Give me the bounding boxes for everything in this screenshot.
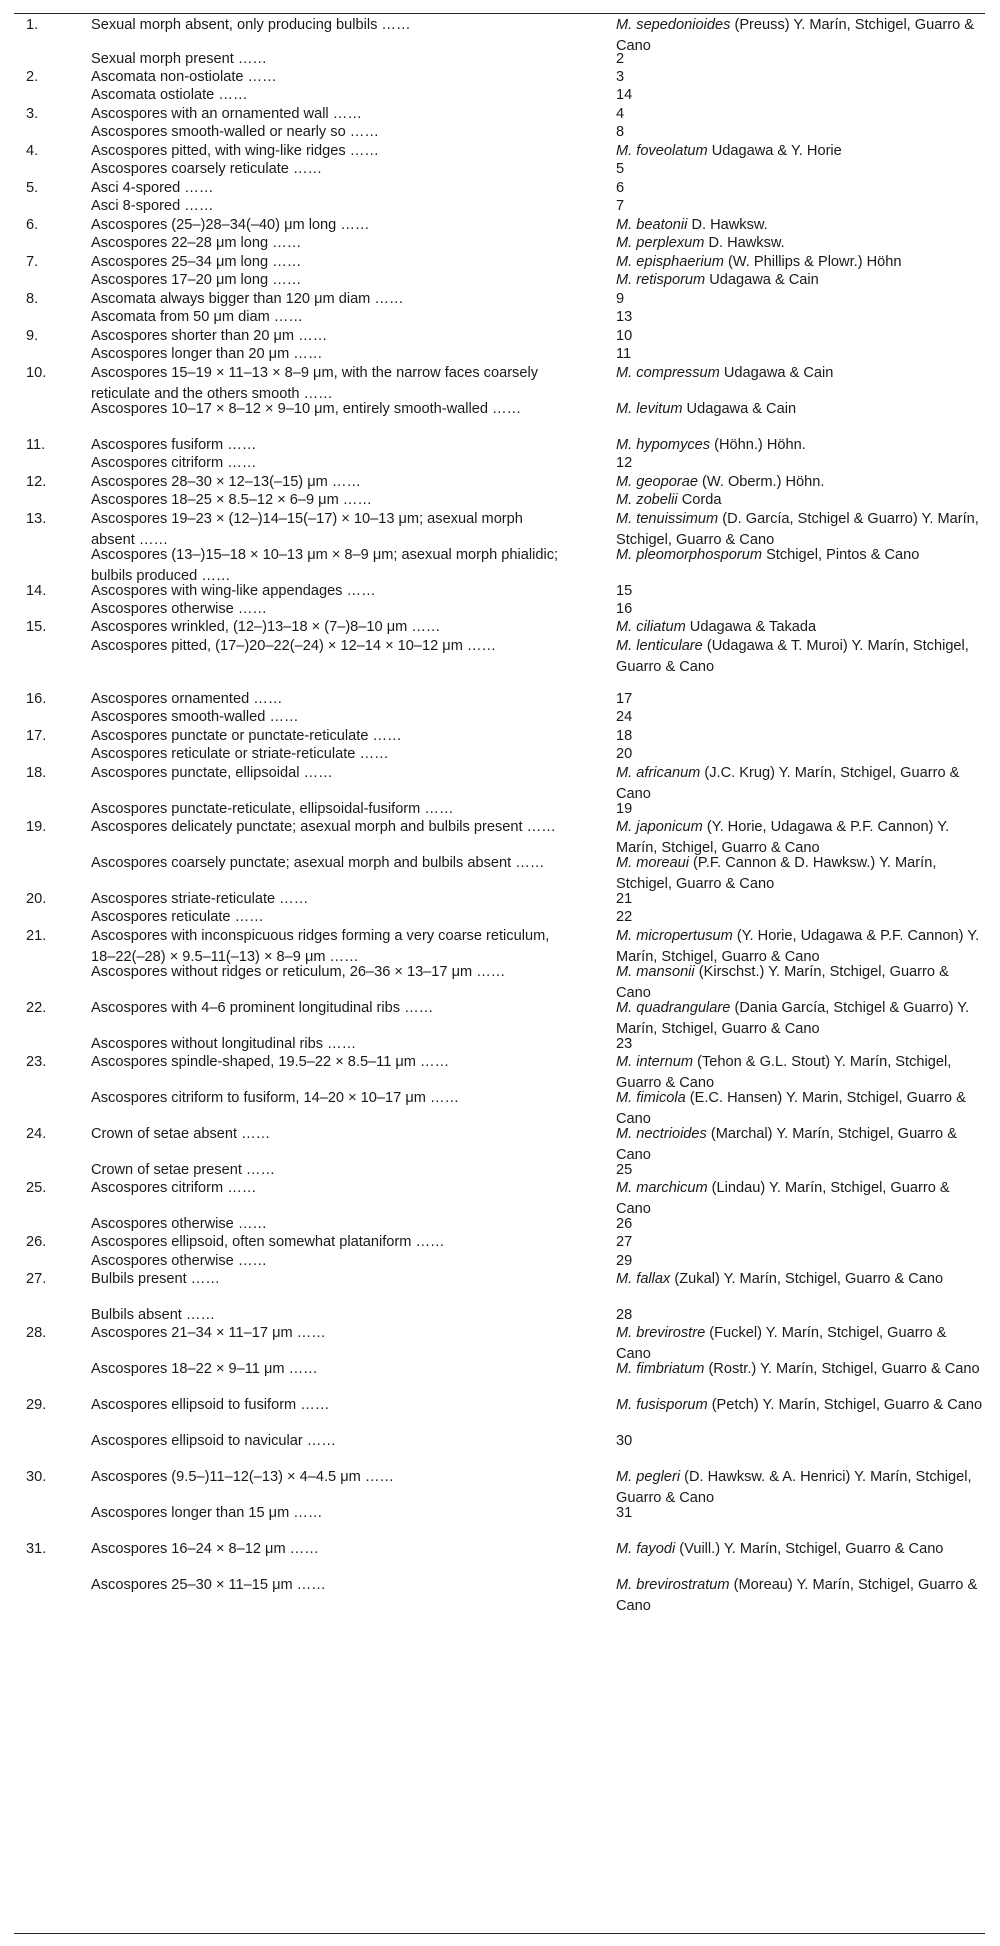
couplet-result bbox=[616, 636, 984, 678]
couplet-result bbox=[616, 1359, 984, 1380]
couplet-result bbox=[616, 122, 984, 143]
couplet-number: 20. bbox=[26, 891, 47, 907]
couplet-description: Ascospores with wing-like appendages …… bbox=[91, 583, 376, 599]
couplet-number: 6. bbox=[26, 217, 39, 233]
couplet-result bbox=[616, 617, 984, 638]
lead-reference: 9 bbox=[616, 291, 625, 307]
taxon-authority: Udagawa & Cain bbox=[719, 365, 834, 381]
couplet-description: Ascospores 10–17 × 8–12 × 9–10 μm, entirely smooth-walled …… bbox=[91, 401, 522, 417]
couplet-result bbox=[616, 707, 984, 728]
couplet-number: 30. bbox=[26, 1469, 47, 1485]
taxon-authority: (D. García, Stchigel & Guarro) Y. Marín, Stchigel, Guarro & Cano bbox=[616, 511, 979, 548]
couplet-description: Asci 4-spored …… bbox=[91, 180, 214, 196]
couplet-description: Ascospores punctate-reticulate, ellipsoidal-fusiform …… bbox=[91, 801, 454, 817]
taxon-authority: (Fuckel) Y. Marín, Stchigel, Guarro & Cano bbox=[616, 1325, 947, 1362]
couplet-description: Ascospores 21–34 × 11–17 μm …… bbox=[91, 1325, 326, 1341]
lead-reference: 8 bbox=[616, 124, 625, 140]
couplet-result bbox=[616, 1539, 984, 1560]
couplet-description: Ascospores reticulate or striate-reticulate …… bbox=[91, 746, 389, 762]
couplet-description: Ascospores 17–20 μm long …… bbox=[91, 272, 302, 288]
lead-reference: 19 bbox=[616, 801, 633, 817]
taxon-name: M. internum bbox=[616, 1054, 694, 1070]
taxon-name: M. brevirostre bbox=[616, 1325, 706, 1341]
taxon-authority: (J.C. Krug) Y. Marín, Stchigel, Guarro & Cano bbox=[616, 765, 960, 802]
lead-reference: 27 bbox=[616, 1234, 633, 1250]
lead-reference: 28 bbox=[616, 1307, 633, 1323]
taxon-name: M. africanum bbox=[616, 765, 701, 781]
taxon-authority: (Petch) Y. Marín, Stchigel, Guarro & Cano bbox=[707, 1397, 983, 1413]
couplet-number: 18. bbox=[26, 765, 47, 781]
taxon-authority: (E.C. Hansen) Y. Marin, Stchigel, Guarro & Cano bbox=[616, 1090, 966, 1127]
lead-reference: 24 bbox=[616, 709, 633, 725]
taxon-authority: (Tehon & G.L. Stout) Y. Marín, Stchigel, Guarro & Cano bbox=[616, 1054, 952, 1091]
couplet-description: Sexual morph absent, only producing bulbils …… bbox=[91, 17, 411, 33]
couplet-description: Ascospores otherwise …… bbox=[91, 601, 268, 617]
couplet-number: 11. bbox=[26, 437, 46, 453]
couplet-result bbox=[616, 907, 984, 928]
taxon-name: M. perplexum bbox=[616, 235, 705, 251]
couplet-number: 10. bbox=[26, 365, 47, 381]
couplet-description: Ascospores 25–30 × 11–15 μm …… bbox=[91, 1577, 326, 1593]
lead-reference: 22 bbox=[616, 909, 633, 925]
couplet-description: Ascospores smooth-walled or nearly so …… bbox=[91, 124, 379, 140]
couplet-description: Ascospores fusiform …… bbox=[91, 437, 257, 453]
couplet-description: Ascospores coarsely reticulate …… bbox=[91, 161, 323, 177]
couplet-description: Ascospores spindle-shaped, 19.5–22 × 8.5–11 μm …… bbox=[91, 1054, 450, 1070]
couplet-description: Ascomata from 50 μm diam …… bbox=[91, 309, 303, 325]
taxon-name: M. pegleri bbox=[616, 1469, 681, 1485]
couplet-number: 2. bbox=[26, 69, 39, 85]
taxon-name: M. moreaui bbox=[616, 855, 689, 871]
taxon-name: M. tenuissimum bbox=[616, 511, 719, 527]
couplet-description: Crown of setae present …… bbox=[91, 1162, 276, 1178]
couplet-description: Ascospores reticulate …… bbox=[91, 909, 264, 925]
couplet-description: Ascospores with an ornamented wall …… bbox=[91, 106, 362, 122]
taxon-name: M. brevirostratum bbox=[616, 1577, 730, 1593]
couplet-result bbox=[616, 159, 984, 180]
couplet-description: Ascospores ellipsoid, often somewhat plataniform …… bbox=[91, 1234, 445, 1250]
couplet-description: Ascospores coarsely punctate; asexual morph and bulbils absent …… bbox=[91, 855, 545, 871]
couplet-description: Ascospores ellipsoid to navicular …… bbox=[91, 1433, 336, 1449]
taxon-name: M. beatonii bbox=[616, 217, 688, 233]
lead-reference: 5 bbox=[616, 161, 625, 177]
lead-reference: 2 bbox=[616, 51, 625, 67]
taxon-authority: (Lindau) Y. Marín, Stchigel, Guarro & Cano bbox=[616, 1180, 950, 1217]
couplet-number: 4. bbox=[26, 143, 39, 159]
taxon-authority: Stchigel, Pintos & Cano bbox=[762, 547, 920, 563]
taxon-authority: (Y. Horie, Udagawa & P.F. Cannon) Y. Marín, Stchigel, Guarro & Cano bbox=[616, 928, 980, 965]
taxon-authority: Udagawa & Y. Horie bbox=[707, 143, 842, 159]
lead-reference: 31 bbox=[616, 1505, 633, 1521]
couplet-description: Sexual morph present …… bbox=[91, 51, 268, 67]
couplet-result bbox=[616, 307, 984, 328]
couplet-description: Ascospores pitted, with wing-like ridges …… bbox=[91, 143, 379, 159]
taxon-authority: Udagawa & Takada bbox=[685, 619, 817, 635]
taxon-name: M. episphaerium bbox=[616, 254, 724, 270]
taxon-authority: Corda bbox=[677, 492, 722, 508]
taxon-authority: (Moreau) Y. Marín, Stchigel, Guarro & Cano bbox=[616, 1577, 978, 1614]
couplet-number: 7. bbox=[26, 254, 39, 270]
couplet-number: 21. bbox=[26, 928, 47, 944]
couplet-description: Ascospores delicately punctate; asexual morph and bulbils present …… bbox=[91, 819, 556, 835]
couplet-description: Ascospores 28–30 × 12–13(–15) μm …… bbox=[91, 474, 362, 490]
taxon-name: M. mansonii bbox=[616, 964, 695, 980]
couplet-description: Ascospores 18–25 × 8.5–12 × 6–9 μm …… bbox=[91, 492, 372, 508]
taxon-name: M. lenticulare bbox=[616, 638, 703, 654]
couplet-description: Ascomata ostiolate …… bbox=[91, 87, 248, 103]
couplet-description: Bulbils absent …… bbox=[91, 1307, 216, 1323]
couplet-result bbox=[616, 270, 984, 291]
couplet-result bbox=[616, 490, 984, 511]
taxon-authority: (Vuill.) Y. Marín, Stchigel, Guarro & Cano bbox=[675, 1541, 944, 1557]
couplet-number: 31. bbox=[26, 1541, 47, 1557]
taxon-authority: (Kirschst.) Y. Marín, Stchigel, Guarro & Cano bbox=[616, 964, 949, 1001]
taxon-authority: (Zukal) Y. Marín, Stchigel, Guarro & Cano bbox=[670, 1271, 944, 1287]
lead-reference: 15 bbox=[616, 583, 633, 599]
couplet-number: 24. bbox=[26, 1126, 47, 1142]
couplet-result bbox=[616, 1575, 984, 1617]
couplet-number: 26. bbox=[26, 1234, 47, 1250]
taxon-name: M. micropertusum bbox=[616, 928, 733, 944]
couplet-number: 5. bbox=[26, 180, 39, 196]
taxon-name: M. retisporum bbox=[616, 272, 706, 288]
lead-reference: 10 bbox=[616, 328, 633, 344]
couplet-description: Ascospores pitted, (17–)20–22(–24) × 12–14 × 10–12 μm …… bbox=[91, 638, 497, 654]
bottom-rule bbox=[14, 1933, 985, 1934]
couplet-description: Ascospores citriform …… bbox=[91, 455, 257, 471]
couplet-number: 9. bbox=[26, 328, 39, 344]
couplet-number: 8. bbox=[26, 291, 39, 307]
taxon-name: M. levitum bbox=[616, 401, 683, 417]
taxon-name: M. fimicola bbox=[616, 1090, 686, 1106]
taxon-authority: (Dania García, Stchigel & Guarro) Y. Marín, Stchigel, Guarro & Cano bbox=[616, 1000, 970, 1037]
couplet-result bbox=[616, 363, 984, 384]
couplet-number: 25. bbox=[26, 1180, 47, 1196]
couplet-description: Ascospores (13–)15–18 × 10–13 μm × 8–9 μm; asexual morph phialidic; bulbils produced …… bbox=[91, 547, 559, 584]
lead-reference: 25 bbox=[616, 1162, 633, 1178]
lead-reference: 20 bbox=[616, 746, 633, 762]
couplet-description: Ascospores otherwise …… bbox=[91, 1253, 268, 1269]
taxon-authority: D. Hawksw. bbox=[704, 235, 785, 251]
couplet-description: Ascospores ellipsoid to fusiform …… bbox=[91, 1397, 330, 1413]
couplet-description: Crown of setae absent …… bbox=[91, 1126, 271, 1142]
couplet-number: 23. bbox=[26, 1054, 47, 1070]
couplet-number: 14. bbox=[26, 583, 47, 599]
couplet-description: Ascospores with 4–6 prominent longitudinal ribs …… bbox=[91, 1000, 434, 1016]
couplet-result bbox=[616, 196, 984, 217]
couplet-description: Ascospores ornamented …… bbox=[91, 691, 283, 707]
couplet-description: Ascospores otherwise …… bbox=[91, 1216, 268, 1232]
taxon-authority: (Preuss) Y. Marín, Stchigel, Guarro & Cano bbox=[616, 17, 975, 54]
taxon-name: M. fayodi bbox=[616, 1541, 676, 1557]
couplet-number: 1. bbox=[26, 17, 39, 33]
couplet-number: 28. bbox=[26, 1325, 47, 1341]
taxon-authority: (Udagawa & T. Muroi) Y. Marín, Stchigel, Guarro & Cano bbox=[616, 638, 969, 675]
taxon-authority: (Y. Horie, Udagawa & P.F. Cannon) Y. Marín, Stchigel, Guarro & Cano bbox=[616, 819, 950, 856]
lead-reference: 26 bbox=[616, 1216, 633, 1232]
couplet-result bbox=[616, 399, 984, 420]
couplet-description: Ascospores striate-reticulate …… bbox=[91, 891, 309, 907]
couplet-description: Ascospores longer than 15 μm …… bbox=[91, 1505, 323, 1521]
taxon-name: M. geoporae bbox=[616, 474, 698, 490]
couplet-description: Ascomata always bigger than 120 μm diam …… bbox=[91, 291, 404, 307]
couplet-description: Ascospores punctate, ellipsoidal …… bbox=[91, 765, 333, 781]
couplet-description: Ascospores (25–)28–34(–40) μm long …… bbox=[91, 217, 370, 233]
couplet-number: 27. bbox=[26, 1271, 47, 1287]
couplet-description: Ascospores longer than 20 μm …… bbox=[91, 346, 323, 362]
taxon-name: M. fallax bbox=[616, 1271, 671, 1287]
couplet-number: 22. bbox=[26, 1000, 47, 1016]
couplet-number: 19. bbox=[26, 819, 47, 835]
lead-reference: 11 bbox=[616, 346, 632, 362]
couplet-description: Ascospores 16–24 × 8–12 μm …… bbox=[91, 1541, 319, 1557]
couplet-description: Ascospores without ridges or reticulum, 26–36 × 13–17 μm …… bbox=[91, 964, 506, 980]
lead-reference: 13 bbox=[616, 309, 633, 325]
top-rule bbox=[14, 13, 985, 14]
lead-reference: 3 bbox=[616, 69, 625, 85]
couplet-description: Ascospores (9.5–)11–12(–13) × 4–4.5 μm …… bbox=[91, 1469, 395, 1485]
couplet-description: Ascospores citriform to fusiform, 14–20 × 10–17 μm …… bbox=[91, 1090, 460, 1106]
couplet-result bbox=[616, 545, 984, 566]
couplet-description: Ascospores citriform …… bbox=[91, 1180, 257, 1196]
couplet-description: Ascospores wrinkled, (12–)13–18 × (7–)8–10 μm …… bbox=[91, 619, 441, 635]
taxon-name: M. foveolatum bbox=[616, 143, 708, 159]
couplet-description: Ascospores punctate or punctate-reticulate …… bbox=[91, 728, 402, 744]
couplet-result bbox=[616, 344, 984, 365]
taxon-name: M. hypomyces bbox=[616, 437, 711, 453]
lead-reference: 18 bbox=[616, 728, 633, 744]
taxon-name: M. fusisporum bbox=[616, 1397, 708, 1413]
couplet-description: Ascospores 19–23 × (12–)14–15(–17) × 10–13 μm; asexual morph absent …… bbox=[91, 511, 523, 548]
taxon-authority: (P.F. Cannon & D. Hawksw.) Y. Marín, Stchigel, Guarro & Cano bbox=[616, 855, 937, 892]
couplet-result bbox=[616, 744, 984, 765]
couplet-number: 17. bbox=[26, 728, 47, 744]
taxon-authority: (W. Phillips & Plowr.) Höhn bbox=[723, 254, 902, 270]
lead-reference: 16 bbox=[616, 601, 633, 617]
couplet-number: 12. bbox=[26, 474, 47, 490]
couplet-description: Asci 8-spored …… bbox=[91, 198, 214, 214]
couplet-description: Ascospores 25–34 μm long …… bbox=[91, 254, 302, 270]
couplet-number: 3. bbox=[26, 106, 39, 122]
couplet-description: Ascospores 15–19 × 11–13 × 8–9 μm, with the narrow faces coarsely reticulate and the others smooth …… bbox=[91, 365, 539, 402]
couplet-number: 15. bbox=[26, 619, 47, 635]
taxon-authority: (Höhn.) Höhn. bbox=[710, 437, 806, 453]
taxon-authority: (Rostr.) Y. Marín, Stchigel, Guarro & Cano bbox=[704, 1361, 980, 1377]
lead-reference: 7 bbox=[616, 198, 625, 214]
couplet-result bbox=[616, 1232, 984, 1253]
taxon-authority: Udagawa & Cain bbox=[705, 272, 819, 288]
couplet-description: Bulbils present …… bbox=[91, 1271, 220, 1287]
taxon-name: M. zobelii bbox=[616, 492, 678, 508]
couplet-result bbox=[616, 1503, 984, 1524]
couplet-number: 16. bbox=[26, 691, 47, 707]
lead-reference: 30 bbox=[616, 1433, 633, 1449]
couplet-description: Ascospores 22–28 μm long …… bbox=[91, 235, 302, 251]
couplet-description: Ascospores without longitudinal ribs …… bbox=[91, 1036, 357, 1052]
taxon-name: M. ciliatum bbox=[616, 619, 686, 635]
couplet-result bbox=[616, 1395, 984, 1416]
taxon-name: M. japonicum bbox=[616, 819, 703, 835]
couplet-description: Ascospores shorter than 20 μm …… bbox=[91, 328, 328, 344]
taxon-name: M. marchicum bbox=[616, 1180, 708, 1196]
taxon-name: M. pleomorphosporum bbox=[616, 547, 763, 563]
couplet-description: Ascospores with inconspicuous ridges forming a very coarse reticulum, 18–22(–28) × 9.5–11(–13) × 8–9 μm …… bbox=[91, 928, 550, 965]
taxon-name: M. nectrioides bbox=[616, 1126, 707, 1142]
lead-reference: 23 bbox=[616, 1036, 633, 1052]
taxon-name: M. sepedonioides bbox=[616, 17, 731, 33]
lead-reference: 29 bbox=[616, 1253, 633, 1269]
lead-reference: 6 bbox=[616, 180, 625, 196]
taxon-authority: Udagawa & Cain bbox=[682, 401, 797, 417]
taxon-name: M. fimbriatum bbox=[616, 1361, 705, 1377]
couplet-result bbox=[616, 1431, 984, 1452]
taxon-name: M. compressum bbox=[616, 365, 720, 381]
taxon-authority: (Marchal) Y. Marín, Stchigel, Guarro & Cano bbox=[616, 1126, 957, 1163]
taxon-authority: (D. Hawksw. & A. Henrici) Y. Marín, Stchigel, Guarro & Cano bbox=[616, 1469, 972, 1506]
lead-reference: 12 bbox=[616, 455, 633, 471]
lead-reference: 21 bbox=[616, 891, 633, 907]
couplet-description: Ascospores 18–22 × 9–11 μm …… bbox=[91, 1361, 318, 1377]
couplet-result bbox=[616, 233, 984, 254]
couplet-description: Ascospores smooth-walled …… bbox=[91, 709, 299, 725]
couplet-number: 29. bbox=[26, 1397, 47, 1413]
couplet-result bbox=[616, 1269, 984, 1290]
couplet-result bbox=[616, 85, 984, 106]
couplet-number: 13. bbox=[26, 511, 47, 527]
taxon-authority: D. Hawksw. bbox=[687, 217, 768, 233]
lead-reference: 4 bbox=[616, 106, 625, 122]
lead-reference: 17 bbox=[616, 691, 633, 707]
lead-reference: 14 bbox=[616, 87, 633, 103]
couplet-result bbox=[616, 453, 984, 474]
taxon-authority: (W. Oberm.) Höhn. bbox=[697, 474, 825, 490]
taxon-name: M. quadrangulare bbox=[616, 1000, 731, 1016]
couplet-description: Ascomata non-ostiolate …… bbox=[91, 69, 277, 85]
